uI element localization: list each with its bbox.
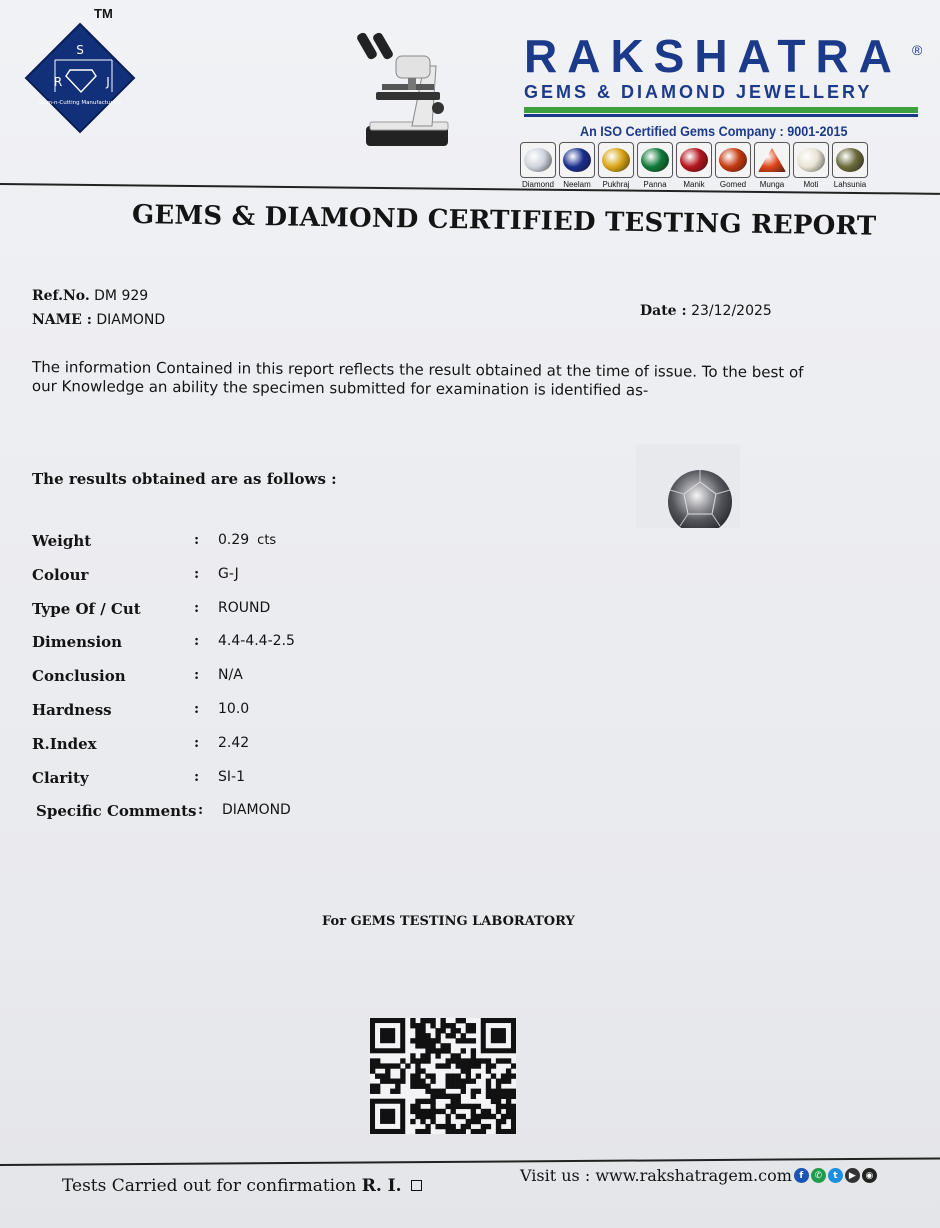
results-heading: The results obtained are as follows : <box>32 470 337 488</box>
result-colon: : <box>194 633 200 650</box>
result-unit: cts <box>257 533 277 548</box>
result-label: Conclusion <box>32 667 126 686</box>
specimen-name <box>32 312 165 328</box>
gem-munga <box>754 142 790 189</box>
iso-certification: An ISO Certified Gems Company : 9001-2015 <box>580 123 848 139</box>
result-colon: : <box>194 532 200 548</box>
gem-label: Pukhraj <box>602 180 630 189</box>
tests-checkbox <box>411 1180 422 1191</box>
trademark-mark: TM <box>94 6 113 21</box>
whatsapp-icon[interactable]: ✆ <box>811 1168 826 1183</box>
result-value-wrap <box>218 667 243 683</box>
diamond-photo <box>636 444 740 528</box>
result-label: R.Index <box>32 734 97 753</box>
gem-label: Manik <box>683 180 705 189</box>
tests-carried-out <box>62 1176 422 1196</box>
brand-name: RAKSHATRA <box>524 30 902 82</box>
logo-letter-j: J <box>106 75 110 89</box>
result-label: Specific Comments <box>36 802 197 821</box>
diamond-gem-icon <box>520 142 556 178</box>
manik-gem-icon <box>676 142 712 178</box>
name-label: NAME : <box>32 312 92 328</box>
brand-block <box>524 32 924 139</box>
result-value: ROUND <box>218 599 271 616</box>
moti-gem-icon <box>793 142 829 178</box>
result-colon: : <box>198 802 204 819</box>
result-value: G-J <box>218 565 239 582</box>
date-value: 23/12/2025 <box>691 303 772 319</box>
website-line <box>520 1166 877 1185</box>
gem-label: Munga <box>759 180 785 189</box>
result-value-wrap <box>218 735 249 751</box>
twitter-icon[interactable]: t <box>828 1168 843 1183</box>
gem-gomed <box>715 142 751 189</box>
gem-label: Neelam <box>563 180 591 189</box>
result-value-wrap <box>222 802 291 818</box>
gem-label: Diamond <box>521 180 554 189</box>
gem-label: Lahsunia <box>833 180 867 189</box>
result-value: 4.4-4.4-2.5 <box>218 633 295 650</box>
result-colon: : <box>194 565 200 582</box>
gem-label: Moti <box>803 180 819 189</box>
blue-divider <box>524 114 918 117</box>
ref-value: DM 929 <box>94 288 149 304</box>
result-label: Type Of / Cut <box>32 599 141 618</box>
result-value: N/A <box>218 667 243 684</box>
facebook-icon[interactable]: f <box>794 1168 809 1183</box>
gem-label: Gomed <box>719 180 747 189</box>
ref-number <box>32 288 148 304</box>
result-value-wrap <box>218 566 239 582</box>
neelam-gem-icon <box>559 142 595 178</box>
result-value: 0.29 <box>218 532 250 548</box>
qr-code <box>370 1018 516 1134</box>
result-colon: : <box>194 667 200 684</box>
lahsunia-gem-icon <box>832 142 868 178</box>
result-label: Clarity <box>32 768 89 787</box>
ref-label: Ref.No. <box>32 288 90 304</box>
lab-signature-line: For GEMS TESTING LABORATORY <box>322 914 575 929</box>
gem-moti <box>793 142 829 189</box>
date-label: Date : <box>640 303 687 319</box>
intro-paragraph: The information Contained in this report reflects the result obtained at the time of issue. To the best of our Knowledge an ability the specimen submitted for examination is identified as- <box>31 358 804 400</box>
gem-neelam <box>559 142 595 189</box>
result-colon: : <box>194 734 200 751</box>
result-label: Dimension <box>32 633 123 652</box>
brand-subtitle: GEMS & DIAMOND JEWELLERY <box>524 82 873 102</box>
gem-lahsunia <box>832 142 868 189</box>
gem-panna <box>637 142 673 189</box>
green-divider <box>524 107 918 113</box>
result-colon: : <box>194 768 200 785</box>
youtube-icon[interactable]: ▶ <box>845 1168 860 1183</box>
rsj-logo <box>22 20 140 138</box>
report-title: GEMS & DIAMOND CERTIFIED TESTING REPORT <box>131 200 877 242</box>
report-date <box>640 303 772 319</box>
munga-gem-icon <box>754 142 790 178</box>
microscope-image <box>352 26 462 156</box>
result-value: 2.42 <box>218 734 250 751</box>
result-colon: : <box>194 701 200 717</box>
logo-letter-r: R <box>53 75 63 89</box>
result-value: 10.0 <box>218 701 250 717</box>
result-colon: : <box>194 599 200 616</box>
instagram-icon[interactable]: ◉ <box>862 1168 877 1183</box>
result-value-wrap <box>218 769 245 785</box>
result-value-wrap <box>218 633 295 649</box>
result-value: DIAMOND <box>222 802 291 819</box>
name-value: DIAMOND <box>96 312 166 328</box>
result-label: Weight <box>32 532 92 550</box>
logo-letter-s: S <box>76 43 84 57</box>
gem-diamond <box>520 142 556 189</box>
gem-manik <box>676 142 712 189</box>
registered-mark: ® <box>912 42 923 58</box>
result-value: SI-1 <box>218 768 245 785</box>
gem-label: Panna <box>643 180 667 189</box>
social-icons <box>794 1168 877 1183</box>
gem-icons-row <box>520 142 868 189</box>
logo-caption: Gem-n-Cutting Manufacturers <box>38 100 122 106</box>
result-value-wrap <box>218 701 249 717</box>
footer-divider <box>0 1157 940 1166</box>
gem-pukhraj <box>598 142 634 189</box>
tests-text: Tests Carried out for confirmation <box>62 1176 357 1196</box>
panna-gem-icon <box>637 142 673 178</box>
website-text[interactable]: Visit us : www.rakshatragem.com <box>520 1166 792 1185</box>
tests-method: R. I. <box>361 1176 402 1196</box>
result-value-wrap <box>218 532 276 548</box>
pukhraj-gem-icon <box>598 142 634 178</box>
result-label: Colour <box>32 565 89 584</box>
result-value-wrap <box>218 600 270 616</box>
result-label: Hardness <box>32 701 112 719</box>
gomed-gem-icon <box>715 142 751 178</box>
